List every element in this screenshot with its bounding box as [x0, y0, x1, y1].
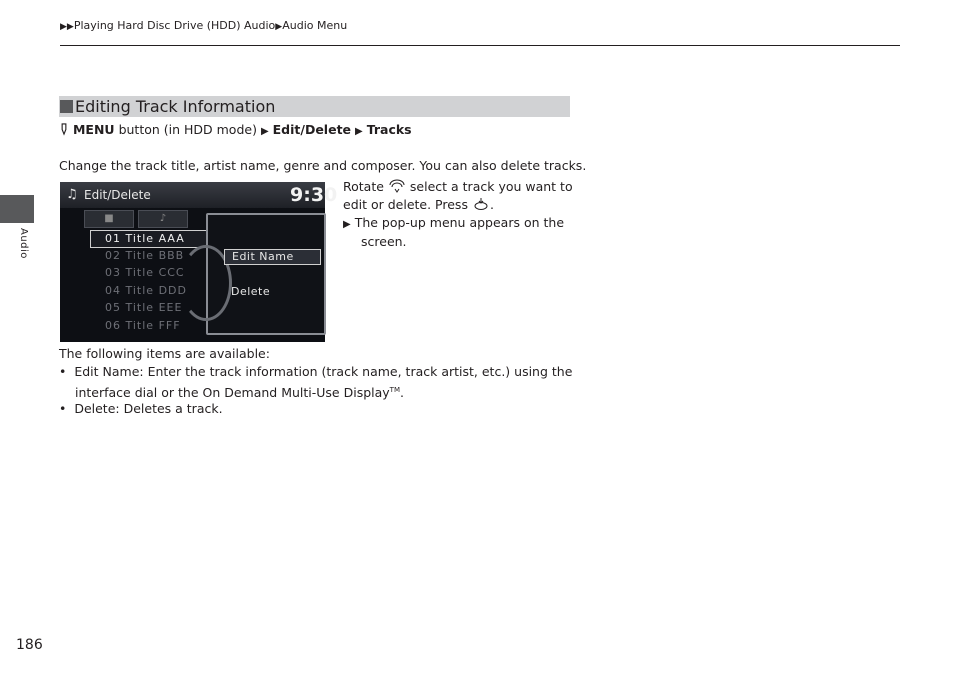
- screen-tab-music: ♪: [138, 210, 188, 228]
- screen-track-item: 06 Title FFF: [105, 319, 181, 332]
- instruction-text: select a track you want to: [409, 179, 573, 194]
- result-text: screen.: [361, 234, 407, 249]
- item-label: Delete: [74, 401, 116, 416]
- screen-clock: 9:30: [290, 184, 338, 206]
- interface-dial-press-icon: [472, 197, 490, 211]
- device-screen-image: [60, 182, 338, 342]
- navigation-path: [59, 122, 412, 137]
- screen-track-item: 04 Title DDD: [105, 284, 187, 297]
- item-text: interface dial or the On Demand Multi-Use Display: [75, 385, 390, 401]
- intro-paragraph: Change the track title, artist name, genre and composer. You can also delete tracks.: [59, 158, 587, 173]
- item-label: Edit Name: [74, 364, 140, 379]
- instruction-line: [343, 196, 494, 214]
- item-text: : Enter the track information (track name, track artist, etc.) using the: [139, 364, 573, 379]
- screen-title: Edit/Delete: [84, 188, 151, 202]
- section-square-icon: [60, 100, 73, 113]
- result-arrow-icon: ▶: [343, 219, 351, 230]
- breadcrumb-arrow-icon: ▶▶: [60, 22, 74, 32]
- breadcrumb-arrow-icon: ▶: [275, 22, 283, 32]
- chapter-tab-label: Audio: [18, 228, 29, 259]
- list-item: [59, 363, 572, 381]
- menu-button-label: MENU: [72, 122, 115, 137]
- item-text: .: [400, 385, 404, 401]
- screen-tab-list: ■: [84, 210, 134, 228]
- header-divider: [60, 45, 900, 46]
- music-note-icon: ♫: [66, 187, 78, 202]
- list-item: [59, 400, 223, 418]
- result-text: The pop-up menu appears on the: [354, 215, 565, 230]
- bullet-icon: •: [59, 401, 67, 416]
- breadcrumb-item[interactable]: Audio Menu: [282, 19, 348, 32]
- popup-option: Delete: [231, 285, 271, 298]
- screen-track-item: 05 Title EEE: [105, 301, 183, 314]
- screen-popup-menu: [206, 213, 326, 335]
- voice-hint-icon: [59, 123, 69, 136]
- screen-track-item: 01 Title AAA: [90, 230, 218, 248]
- nav-button-text: button (in HDD mode): [118, 122, 257, 137]
- screen-track-item: 03 Title CCC: [105, 266, 185, 279]
- screen-track-item: 02 Title BBB: [105, 249, 185, 262]
- item-text: : Deletes a track.: [115, 401, 223, 416]
- page-number: 186: [16, 637, 43, 653]
- instruction-text: Rotate: [343, 179, 384, 194]
- instruction-text: edit or delete. Press: [343, 197, 468, 212]
- breadcrumb-item[interactable]: Playing Hard Disc Drive (HDD) Audio: [73, 19, 276, 32]
- section-heading: [59, 96, 570, 117]
- result-line: [343, 214, 564, 234]
- list-item-continuation: [75, 381, 404, 402]
- interface-dial-rotate-icon: [388, 179, 406, 193]
- chapter-tab: [0, 195, 34, 223]
- nav-edit-delete: Edit/Delete: [272, 122, 352, 137]
- instruction-text: .: [489, 197, 494, 212]
- nav-tracks: Tracks: [366, 122, 412, 137]
- items-intro: The following items are available:: [59, 346, 270, 361]
- instruction-line: [343, 178, 573, 196]
- nav-arrow-icon: ▶: [260, 126, 269, 137]
- trademark-symbol: TM: [389, 386, 400, 394]
- bullet-icon: •: [59, 364, 67, 379]
- section-title: Editing Track Information: [75, 97, 276, 116]
- breadcrumb: [60, 19, 347, 32]
- popup-option: Edit Name: [224, 249, 321, 265]
- nav-arrow-icon: ▶: [355, 126, 363, 137]
